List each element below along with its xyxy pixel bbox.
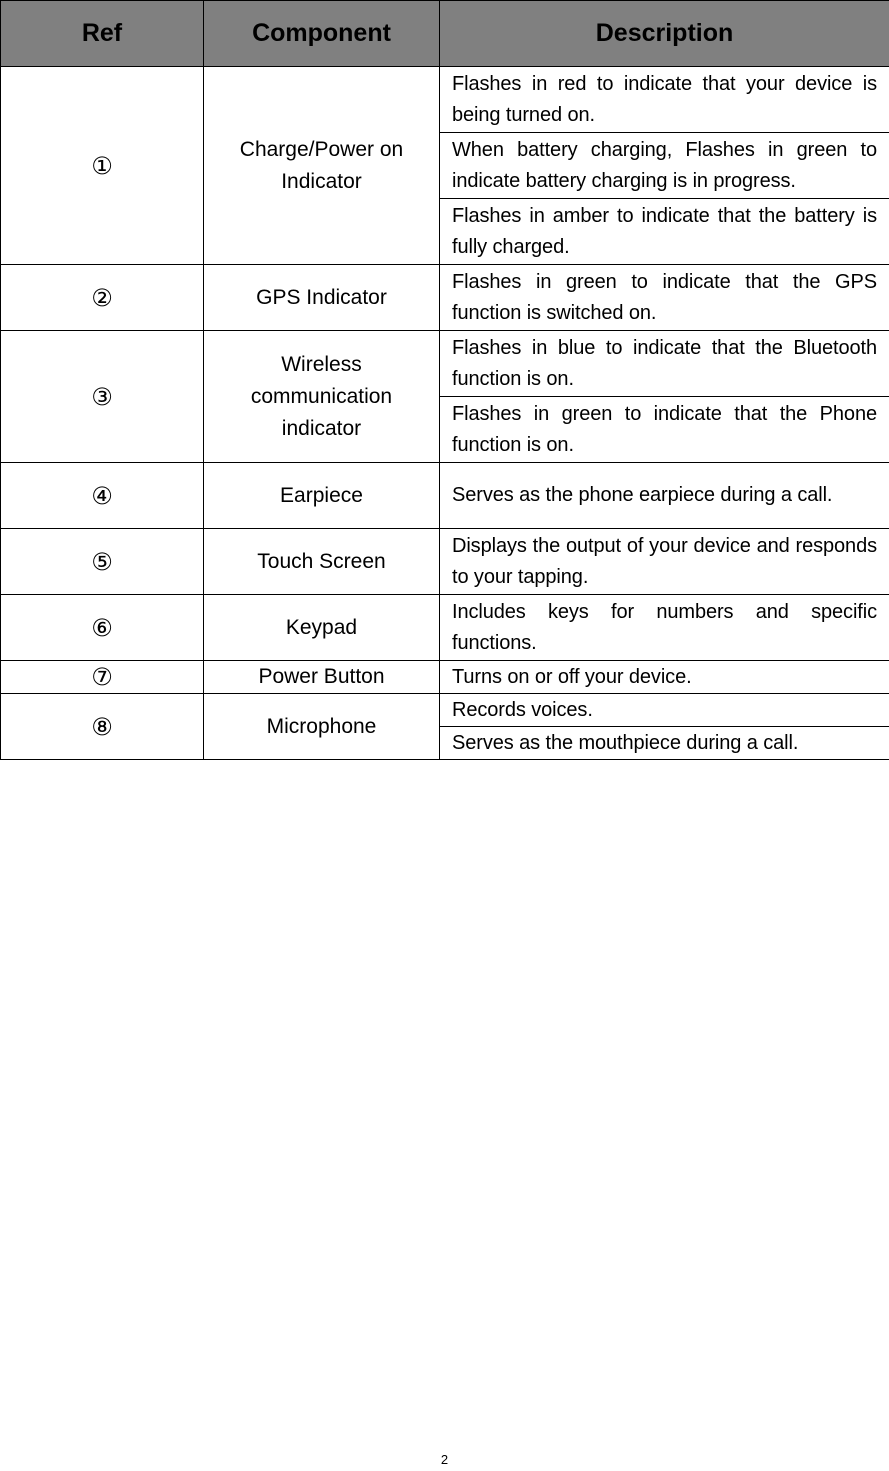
ref-number: ④ (1, 463, 204, 529)
table-body (1, 67, 889, 760)
header-component: Component (204, 1, 440, 67)
table-row (1, 67, 889, 133)
table-row (1, 661, 889, 694)
description-text: Records voices. (440, 694, 889, 727)
description-text: Flashes in green to indicate that the GPS function is switched on. (440, 265, 889, 331)
description-text: Serves as the mouthpiece during a call. (440, 727, 889, 760)
description-text: Turns on or off your device. (440, 661, 889, 694)
header-description: Description (440, 1, 889, 67)
ref-number: ① (1, 67, 204, 265)
description-text: Includes keys for numbers and specific functions. (440, 595, 889, 661)
description-text: Flashes in red to indicate that your device is being turned on. (440, 67, 889, 133)
component-name: Wireless communication indicator (204, 331, 440, 463)
description-text: Serves as the phone earpiece during a call. (440, 463, 889, 529)
component-name: Touch Screen (204, 529, 440, 595)
table-row (1, 694, 889, 727)
ref-number: ⑦ (1, 661, 204, 694)
ref-number: ⑥ (1, 595, 204, 661)
component-name: GPS Indicator (204, 265, 440, 331)
description-text: Flashes in amber to indicate that the battery is fully charged. (440, 199, 889, 265)
component-name: Power Button (204, 661, 440, 694)
component-name: Keypad (204, 595, 440, 661)
table-row (1, 331, 889, 397)
table-header (1, 1, 889, 67)
ref-number: ② (1, 265, 204, 331)
component-name: Microphone (204, 694, 440, 760)
ref-number: ⑧ (1, 694, 204, 760)
table-row (1, 595, 889, 661)
description-text: When battery charging, Flashes in green to indicate battery charging is in progress. (440, 133, 889, 199)
header-ref: Ref (1, 1, 204, 67)
table-row (1, 463, 889, 529)
component-name: Charge/Power on Indicator (204, 67, 440, 265)
table-row (1, 265, 889, 331)
description-text: Flashes in blue to indicate that the Bluetooth function is on. (440, 331, 889, 397)
description-text: Flashes in green to indicate that the Phone function is on. (440, 397, 889, 463)
ref-number: ⑤ (1, 529, 204, 595)
page-number: 2 (440, 1452, 449, 1467)
table-row (1, 529, 889, 595)
header-row (1, 1, 889, 67)
component-name: Earpiece (204, 463, 440, 529)
description-text: Displays the output of your device and responds to your tapping. (440, 529, 889, 595)
ref-number: ③ (1, 331, 204, 463)
